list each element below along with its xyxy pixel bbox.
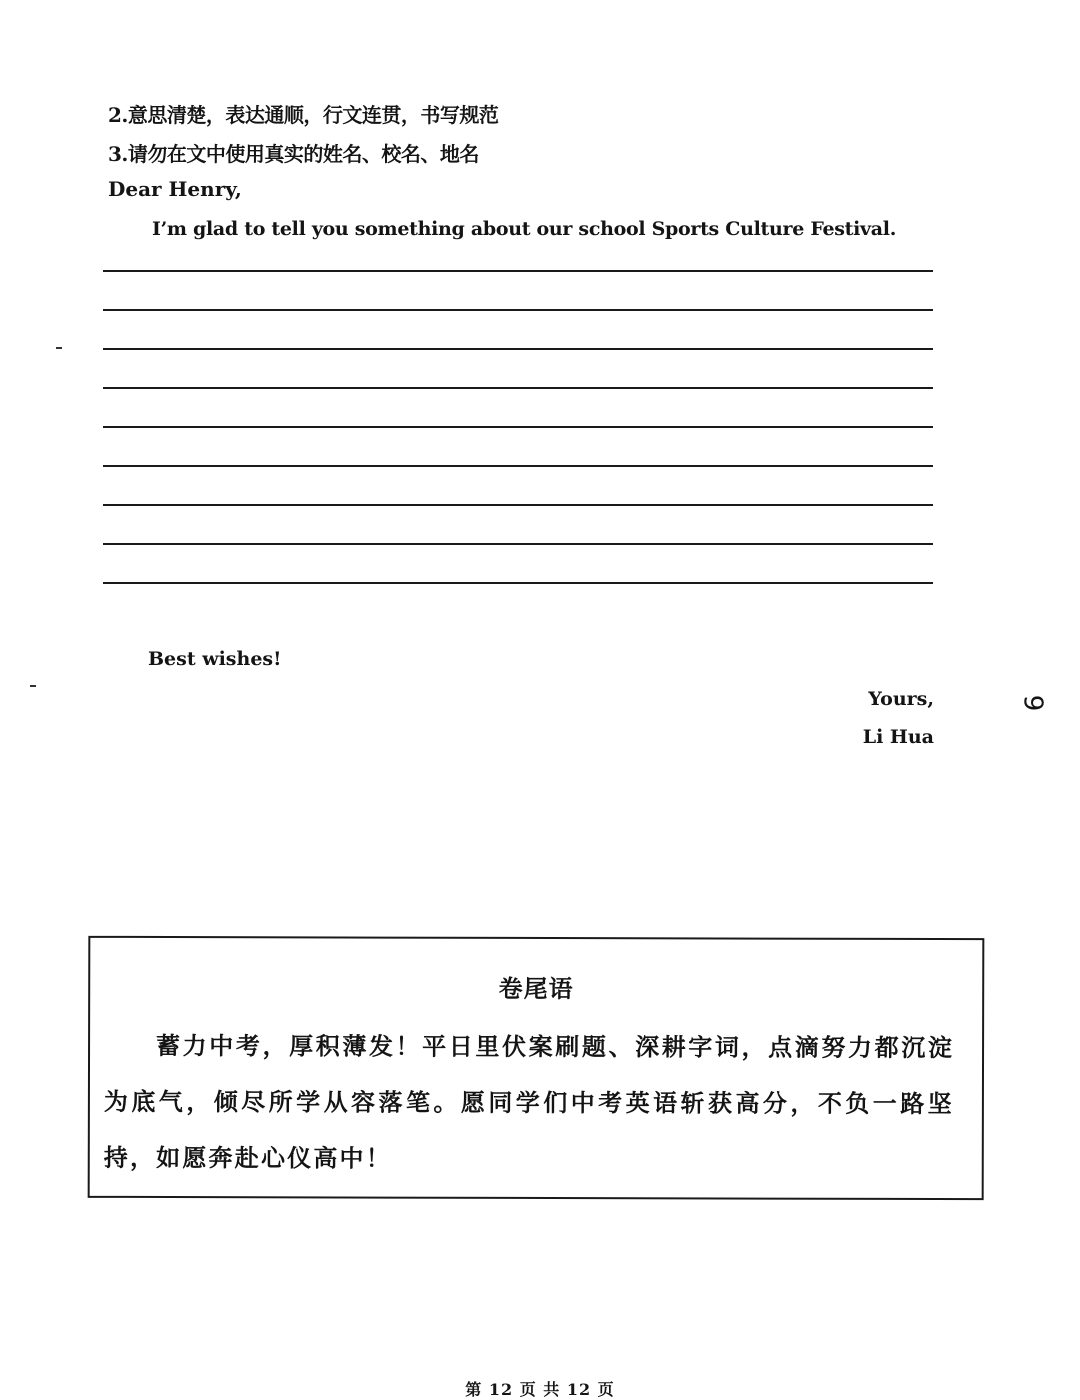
letter-opening-sentence: I’m glad to tell you something about our school Sports Culture Festival. <box>152 218 897 240</box>
writing-line <box>103 465 933 467</box>
page-footer: 第 12 页 共 12 页 <box>465 1380 615 1399</box>
writing-line <box>103 582 933 584</box>
letter-signature: Li Hua <box>862 726 934 748</box>
epilogue-body: 蓄力中考，厚积薄发！平日里伏案刷题、深耕字词，点滴努力都沉淀为底气，倾尽所学从容落笔。愿同学们中考英语斩获高分，不负一路坚持，如愿奔赴心仪高中！ <box>103 1031 955 1173</box>
margin-mark <box>56 347 62 349</box>
writing-line <box>103 504 933 506</box>
writing-line <box>103 426 933 428</box>
letter-closing: Best wishes! <box>148 648 282 670</box>
margin-mark <box>30 685 36 687</box>
letter-sign-off: Yours, <box>868 688 934 710</box>
writing-line <box>103 309 933 311</box>
requirement-item-3: 3.请勿在文中使用真实的姓名、校名、地名 <box>108 142 479 166</box>
writing-lines <box>103 270 933 621</box>
side-page-mark: 9 <box>1017 694 1048 712</box>
writing-line <box>103 543 933 545</box>
epilogue-box <box>88 936 985 1200</box>
writing-line <box>103 270 933 272</box>
epilogue-title: 卷尾语 <box>498 973 574 1004</box>
letter-salutation: Dear Henry, <box>108 177 242 201</box>
requirement-item-2: 2.意思清楚，表达通顺，行文连贯，书写规范 <box>108 103 499 127</box>
writing-line <box>103 387 933 389</box>
writing-line <box>103 348 933 350</box>
